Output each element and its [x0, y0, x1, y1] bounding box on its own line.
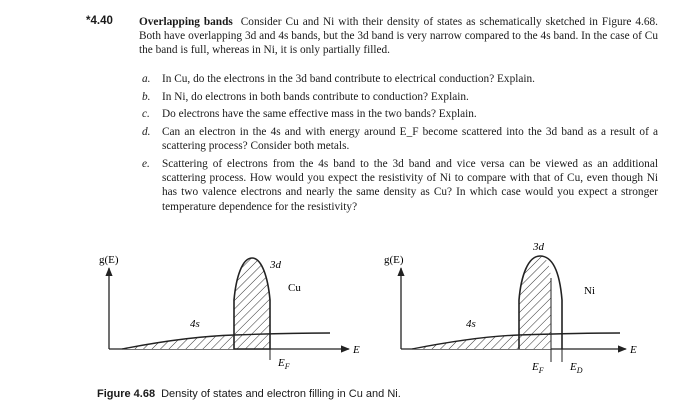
cu-4s-label: 4s	[190, 318, 200, 330]
problem-number: *4.40	[86, 15, 113, 27]
part-d: d. Can an electron in the 4s and with energy around E_F become scattered into the 3d band as a result of a scattering process? Consider both metals.	[142, 126, 658, 153]
cu-panel	[99, 254, 360, 371]
part-a: a. In Cu, do the electrons in the 3d band contribute to electrical conduction? Explain.	[142, 73, 535, 85]
ni-fermi-label: $E_F$	[532, 361, 544, 375]
part-b: b. In Ni, do electrons in both bands contribute to conduction? Explain.	[142, 90, 469, 103]
cu-4s-filled	[122, 335, 234, 349]
ni-4s-filled	[412, 335, 519, 349]
figure-caption-text: Density of states and electron filling in Cu and Ni.	[161, 388, 401, 400]
cu-x-label: E	[353, 344, 360, 356]
ni-x-label: E	[630, 344, 637, 356]
cu-metal-label: Cu	[288, 282, 301, 294]
ni-y-label: g(E)	[384, 254, 404, 266]
ni-3d-label: 3d	[533, 241, 544, 253]
cu-y-label: g(E)	[99, 254, 119, 266]
ni-metal-label: Ni	[584, 285, 595, 297]
figure-caption	[97, 388, 401, 400]
ni-4s-label: 4s	[466, 318, 476, 330]
ni-panel	[384, 241, 637, 375]
part-c: c. Do electrons have the same effective mass in the two bands? Explain.	[142, 108, 477, 121]
figure-label: Figure 4.68	[97, 388, 156, 400]
cu-3d-label: 3d	[270, 259, 281, 271]
ni-d-edge-label: $E_D$	[570, 361, 583, 375]
part-e: e. Scattering of electrons from the 4s band to the 3d band and vice versa can be viewed as an additional scattering process. How would you expect the resistivity of Ni to compare with that of Cu, even though Ni has two valence electrons and nearly the same density as Cu? In which case would you expect a stronger temperature dependence for the resistivity?	[142, 158, 658, 213]
problem-intro-text: Consider Cu and Ni with their density of states as schematically sketched in Figure 4.68. Both have overlapping 3d and 4s bands, but the 3d band is very narrow compared to the 4s band. In the case of Cu the band is full, whereas in Ni, it is only partially filled.	[139, 16, 659, 57]
cu-fermi-label: $E_F$	[278, 357, 290, 371]
problem-title: Overlapping bands	[139, 16, 233, 28]
